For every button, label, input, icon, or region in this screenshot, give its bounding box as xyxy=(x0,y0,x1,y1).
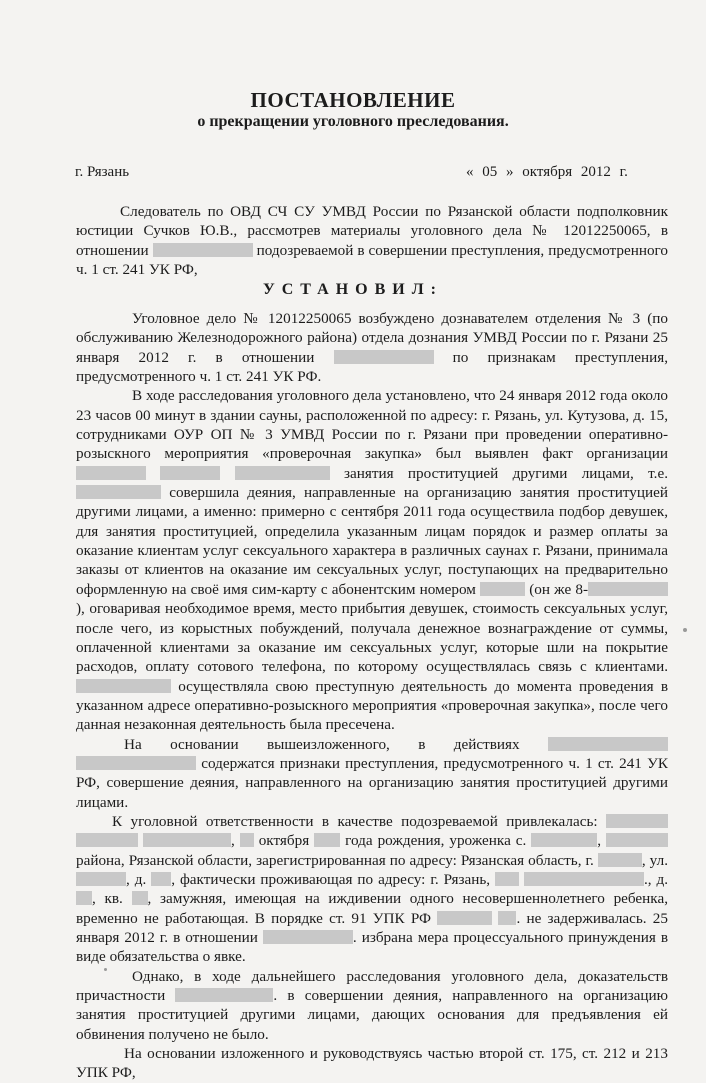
text: ), оговаривая необходимое время, место прибытия девушек, стоимость сексуальных услуг, после чего, из корыстных побуждений, получала денежное вознаграждение от суммы, оплаченной клиентами за оказание им сексуальных услуг, которые шли на покрытие расходов, оплату сотового телефона, по которому осуществлялась связь с клиентами. xyxy=(76,600,668,676)
text: . избрана мера процессуального принуждения в виде обязательства о явке. xyxy=(76,929,668,966)
redaction xyxy=(76,872,126,886)
text: Уголовное дело № 12012250065 возбуждено дознавателем отделения № 3 (по обслуживанию Железнодорожного района) отдела дознания УМВД России по г. Рязани 25 января 2012 г. в отношении xyxy=(76,310,668,366)
intro-text: подозреваемой в совершении преступления, предусмотренного ч. 1 ст. 241 УК РФ, xyxy=(76,241,669,279)
redaction xyxy=(598,853,642,867)
document-subtitle: о прекращении уголовного преследования. xyxy=(197,113,509,130)
paragraph xyxy=(76,967,668,1044)
redaction xyxy=(132,891,148,905)
intro-section xyxy=(76,202,668,279)
redaction xyxy=(160,466,220,480)
redaction xyxy=(240,833,254,847)
redaction xyxy=(143,833,231,847)
redaction xyxy=(606,833,668,847)
text: В ходе расследования уголовного дела установлено, что 24 января 2012 года около 23 часов 00 минут в здании сауны, расположенной по адресу: г. Рязань, ул. Кутузова, д. 15, сотрудниками ОУР ОП № 3 УМВД России по г. Рязани при проведении оперативно-розыскного мероприятия «проверочная закупка» был выявлен факт организации xyxy=(76,387,668,463)
text: , ул. xyxy=(641,851,668,869)
redaction xyxy=(498,911,516,925)
redaction xyxy=(153,243,253,257)
text: К уголовной ответственности в качестве подозреваемой привлекалась: xyxy=(112,812,598,830)
scan-speck xyxy=(683,628,687,632)
text: октября xyxy=(258,832,310,850)
redaction xyxy=(76,756,196,770)
main-text xyxy=(76,309,668,1083)
paragraph xyxy=(76,386,668,734)
redaction xyxy=(334,350,434,364)
text: , замужняя, имеющая на иждивении одного несовершеннолетнего ребенка, временно не работающая. В порядке ст. 91 УПК РФ xyxy=(76,890,668,927)
text: совершила деяния, направленные на организацию занятия проституцией другими лицами, а именно: примерно с сентября 2011 года осуществила подбор девушек, для занятия проституцией, определила указанным лицам порядок и размер оплаты за оказание клиентам услуг сексуального характера в различных саунах г. Рязани, принимала заказы от клиентов на оказание им сексуальных услуг, поступающих на предварительно оформленную на своё имя сим-карту с абонентским номером xyxy=(76,484,668,598)
redaction xyxy=(151,872,171,886)
text: (он же 8- xyxy=(529,580,588,598)
text: осуществляла свою преступную деятельность до момента проведения в указанном адресе оперативно-розыскного мероприятия «проверочная закупка», после чего данная незаконная деятельность была пресечена. xyxy=(76,677,668,734)
paragraph xyxy=(76,309,668,386)
text: . не задерживалась. 25 января 2012 г. в отношении xyxy=(76,909,668,946)
redaction xyxy=(437,911,492,925)
redaction xyxy=(76,485,161,499)
text: района, Рязанской области, зарегистрированная по адресу: Рязанская область, г. xyxy=(76,851,594,869)
text: , кв. xyxy=(92,890,123,908)
text: по признакам преступления, предусмотренного ч. 1 ст. 241 УК РФ. xyxy=(76,348,668,386)
redaction xyxy=(76,466,146,480)
text: . в совершении деяния, направленного на организацию занятия проституцией другими лицами, дающих основания для предъявления ей обвинения получено не было. xyxy=(76,987,668,1043)
redaction xyxy=(495,872,519,886)
text: ., д. xyxy=(643,870,669,888)
redaction xyxy=(263,930,353,944)
redaction xyxy=(524,872,644,886)
redaction xyxy=(606,814,668,828)
redaction xyxy=(314,833,340,847)
text: Однако, в ходе дальнейшего расследования уголовного дела, доказательств причастности xyxy=(76,967,668,1005)
paragraph: К уголовной ответственности в качестве подозреваемой привлекалась: , октября года рождения, уроженка с. , района, Рязанской области, зарегистрированная по адресу: Рязанская область, г. , ул. , д. , фактически проживающая по адресу: г. Рязань, ., д. , кв. , замужняя, имеющая на иждивении одного несовершеннолетнего ребенка, временно не работающая. В порядке ст. 91 УПК РФ . не задерживалась. 25 января 2012 г. в отношении . избрана мера процессуального принуждения в виде обязательства о явке. xyxy=(76,812,669,966)
text: занятия проституцией другими лицами, т.е. xyxy=(343,464,668,482)
redaction xyxy=(76,679,171,693)
redaction xyxy=(588,582,668,596)
text: , фактически проживающая по адресу: г. Рязань, xyxy=(171,870,491,888)
text: , д. xyxy=(126,870,147,888)
intro-paragraph xyxy=(76,202,668,279)
redaction xyxy=(235,466,330,480)
text: На основании вышеизложенного, в действиях xyxy=(124,735,520,753)
redaction xyxy=(76,891,92,905)
intro-text: Следователь по ОВД СЧ СУ УМВД России по Рязанской области подполковник юстиции Сучков Ю.В., рассмотрев материалы уголовного дела № 12012250065, в отношении xyxy=(76,203,668,259)
section-heading: УСТАНОВИЛ: xyxy=(263,281,443,298)
scan-speck xyxy=(104,968,107,971)
text: содержатся признаки преступления, предусмотренного ч. 1 ст. 241 УК РФ, совершение деяния, направленного на организацию занятия проституцией другими лицами. xyxy=(76,754,668,811)
redaction xyxy=(480,582,525,596)
city: г. Рязань xyxy=(75,164,130,180)
paragraph xyxy=(76,735,668,812)
redaction xyxy=(531,833,597,847)
document-date: « 05 » октября 2012 г. xyxy=(466,164,628,180)
paragraph: На основании изложенного и руководствуясь частью второй ст. 175, ст. 212 и 213 УПК РФ, xyxy=(76,1045,668,1082)
text: года рождения, уроженка с. xyxy=(345,832,527,850)
redaction xyxy=(548,737,668,751)
redaction xyxy=(76,833,138,847)
document-title: ПОСТАНОВЛЕНИЕ xyxy=(250,88,456,112)
